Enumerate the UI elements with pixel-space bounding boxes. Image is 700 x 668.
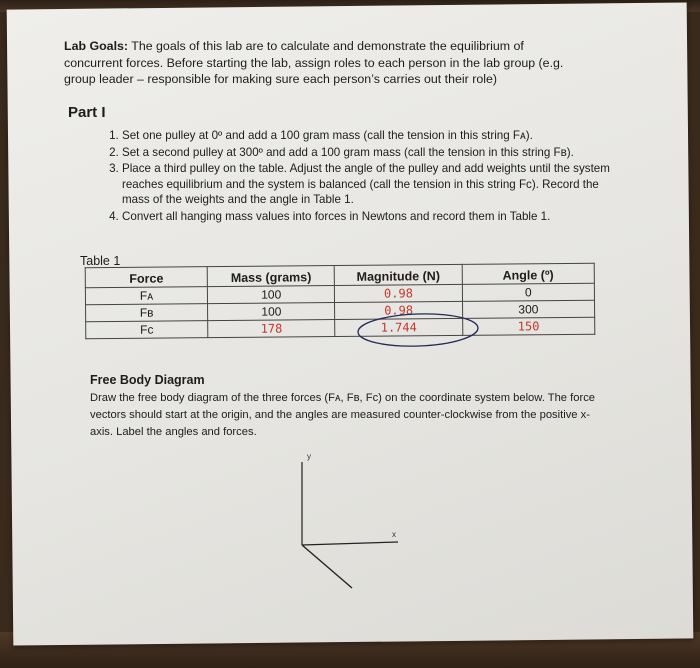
cell-angle: 150: [462, 317, 594, 335]
cell-angle: 0: [462, 283, 594, 301]
x-axis-label: x: [392, 530, 396, 539]
table-caption: Table 1: [80, 254, 121, 268]
header-magnitude: Magnitude (N): [335, 264, 462, 285]
free-body-title: Free Body Diagram: [90, 373, 205, 387]
cell-force: Fᴄ: [86, 321, 208, 339]
header-angle: Angle (º): [462, 263, 595, 284]
y-axis-label: y: [307, 452, 311, 461]
cell-force: Fʙ: [86, 304, 208, 322]
step-item: 4. Convert all hanging mass values into forces in Newtons and record them in Table 1.: [122, 209, 622, 225]
cell-force: Fᴀ: [85, 287, 207, 305]
step-item: 2. Set a second pulley at 300º and add a 100 gram mass (call the tension in this string Fʙ).: [122, 145, 622, 161]
cell-mass: 178: [208, 320, 335, 338]
cell-mass: 100: [208, 303, 335, 321]
free-body-instructions: Draw the free body diagram of the three forces (Fᴀ, Fʙ, Fᴄ) on the coordinate system below. The force vectors should start at the origin, and the angles are measured counter-clockwise from the positive x-axis. Label the angles and forces.: [90, 392, 596, 438]
lab-goals-heading: Lab Goals:: [64, 39, 129, 53]
header-force: Force: [85, 267, 207, 288]
step-item: 1. Set one pulley at 0º and add a 100 gram mass (call the tension in this string Fᴀ).: [122, 128, 622, 144]
header-mass: Mass (grams): [207, 266, 334, 287]
cell-magnitude: 0.98: [335, 301, 462, 319]
cell-magnitude: 1.744: [335, 318, 462, 336]
part-title: Part I: [68, 104, 106, 121]
cell-mass: 100: [208, 286, 335, 304]
lab-goals-text: The goals of this lab are to calculate and demonstrate the equilibrium of concurrent forces. Before starting the lab, assign roles to each person in the lab group (e.g. group leader – responsible for making sure each person’s carries out their role): [64, 39, 564, 86]
x-axis: [302, 542, 398, 545]
cell-angle: 300: [462, 300, 594, 318]
cell-magnitude: 0.98: [335, 284, 462, 302]
drawn-vector-line: [302, 545, 352, 588]
step-item: 3. Place a third pulley on the table. Adjust the angle of the pulley and add weights until the system reaches equilibrium and the system is balanced (call the tension in this string Fᴄ). Record the mass of the weights and the angle in Table 1.: [122, 161, 622, 208]
